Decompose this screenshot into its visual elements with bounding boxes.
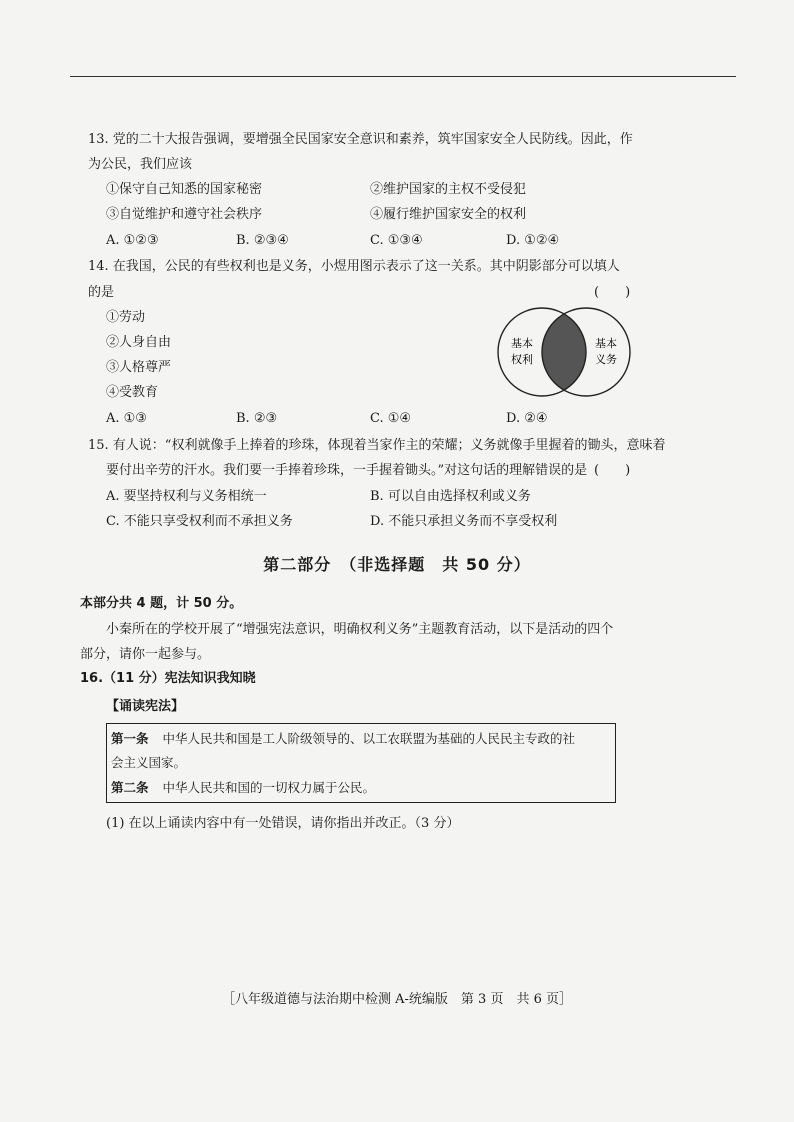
q16-subhead: 【诵读宪法】 (106, 699, 185, 714)
article-1-text: 中华人民共和国是工人阶级领导的、以工农联盟为基础的人民民主专政的社 (162, 731, 576, 746)
part2-scene-line1: 小秦所在的学校开展了“增强宪法意识，明确权利义务”主题教育活动，以下是活动的四个 (106, 622, 614, 637)
venn-diagram (484, 306, 644, 398)
q13-stem-line1: 13. 党的二十大报告强调，要增强全民国家安全意识和素养，筑牢国家安全人民防线。因此，作 (88, 132, 633, 147)
q15-option-d: D. 不能只承担义务而不享受权利 (370, 514, 558, 529)
page-footer: ［八年级道德与法治期中检测 A-统编版 第 3 页 共 6 页］ (222, 992, 572, 1007)
q16-heading: 16.（11 分）宪法知识我知晓 (80, 671, 256, 686)
q13-item-1: ①保守自己知悉的国家秘密 (106, 182, 263, 197)
q14-option-a: A. ①③ (106, 411, 147, 426)
q13-item-3: ③自觉维护和遵守社会秩序 (106, 207, 263, 222)
venn-left-label-2: 权利 (511, 353, 533, 366)
venn-right-label-1: 基本 (595, 337, 617, 350)
q15-option-a: A. 要坚持权利与义务相统一 (106, 489, 267, 504)
part2-intro: 本部分共 4 题，计 50 分。 (80, 596, 243, 611)
q14-option-c: C. ①④ (370, 411, 412, 426)
q15-stem-line1: 15. 有人说：“权利就像手上捧着的珍珠，体现着当家作主的荣耀；义务就像手里握着的锄头，意味着 (88, 438, 666, 453)
q14-answer-paren: ( ) (594, 285, 631, 300)
part2-title: 第二部分 （非选择题 共 50 分） (263, 555, 531, 574)
q14-item-2: ②人身自由 (106, 335, 172, 350)
q13-option-b: B. ②③④ (236, 233, 289, 248)
q14-option-b: B. ②③ (236, 411, 278, 426)
q13-stem-line2: 为公民，我们应该 (88, 157, 193, 172)
q15-answer-paren: ( ) (594, 463, 631, 478)
q14-item-1: ①劳动 (106, 310, 146, 325)
q14-option-d: D. ②④ (506, 411, 548, 426)
q14-item-3: ③人格尊严 (106, 360, 172, 375)
venn-left-label-1: 基本 (511, 337, 533, 350)
q13-item-4: ④履行维护国家安全的权利 (370, 207, 527, 222)
q13-option-d: D. ①②④ (506, 233, 560, 248)
q16-subquestion-1: (1) 在以上诵读内容中有一处错误，请你指出并改正。（3 分） (106, 816, 460, 831)
article-2-line (111, 779, 375, 797)
article-1-label: 第一条 (111, 731, 149, 746)
q15-stem-line2: 要付出辛劳的汗水。我们要一手捧着珍珠，一手握着锄头。”对这句话的理解错误的是 (106, 463, 588, 478)
q15-option-c: C. 不能只享受权利而不承担义务 (106, 514, 293, 529)
top-rule (70, 76, 736, 77)
constitution-excerpt-box (106, 723, 616, 803)
venn-right-label-2: 义务 (595, 353, 617, 366)
part2-scene-line2: 部分，请你一起参与。 (80, 647, 211, 662)
q14-item-4: ④受教育 (106, 385, 159, 400)
q13-option-c: C. ①③④ (370, 233, 423, 248)
q13-option-a: A. ①②③ (106, 233, 159, 248)
article-1-line2: 会主义国家。 (111, 755, 187, 770)
q13-item-2: ②维护国家的主权不受侵犯 (370, 182, 527, 197)
q14-stem-line2: 的是 (88, 285, 115, 300)
article-2-text: 中华人民共和国的一切权力属于公民。 (162, 780, 376, 795)
q15-option-b: B. 可以自由选择权利或义务 (370, 489, 531, 504)
article-2-label: 第二条 (111, 780, 149, 795)
article-1-line1 (111, 730, 575, 748)
q14-stem-line1: 14. 在我国，公民的有些权利也是义务，小煜用图示表示了这一关系。其中阴影部分可以填人 (88, 259, 620, 274)
